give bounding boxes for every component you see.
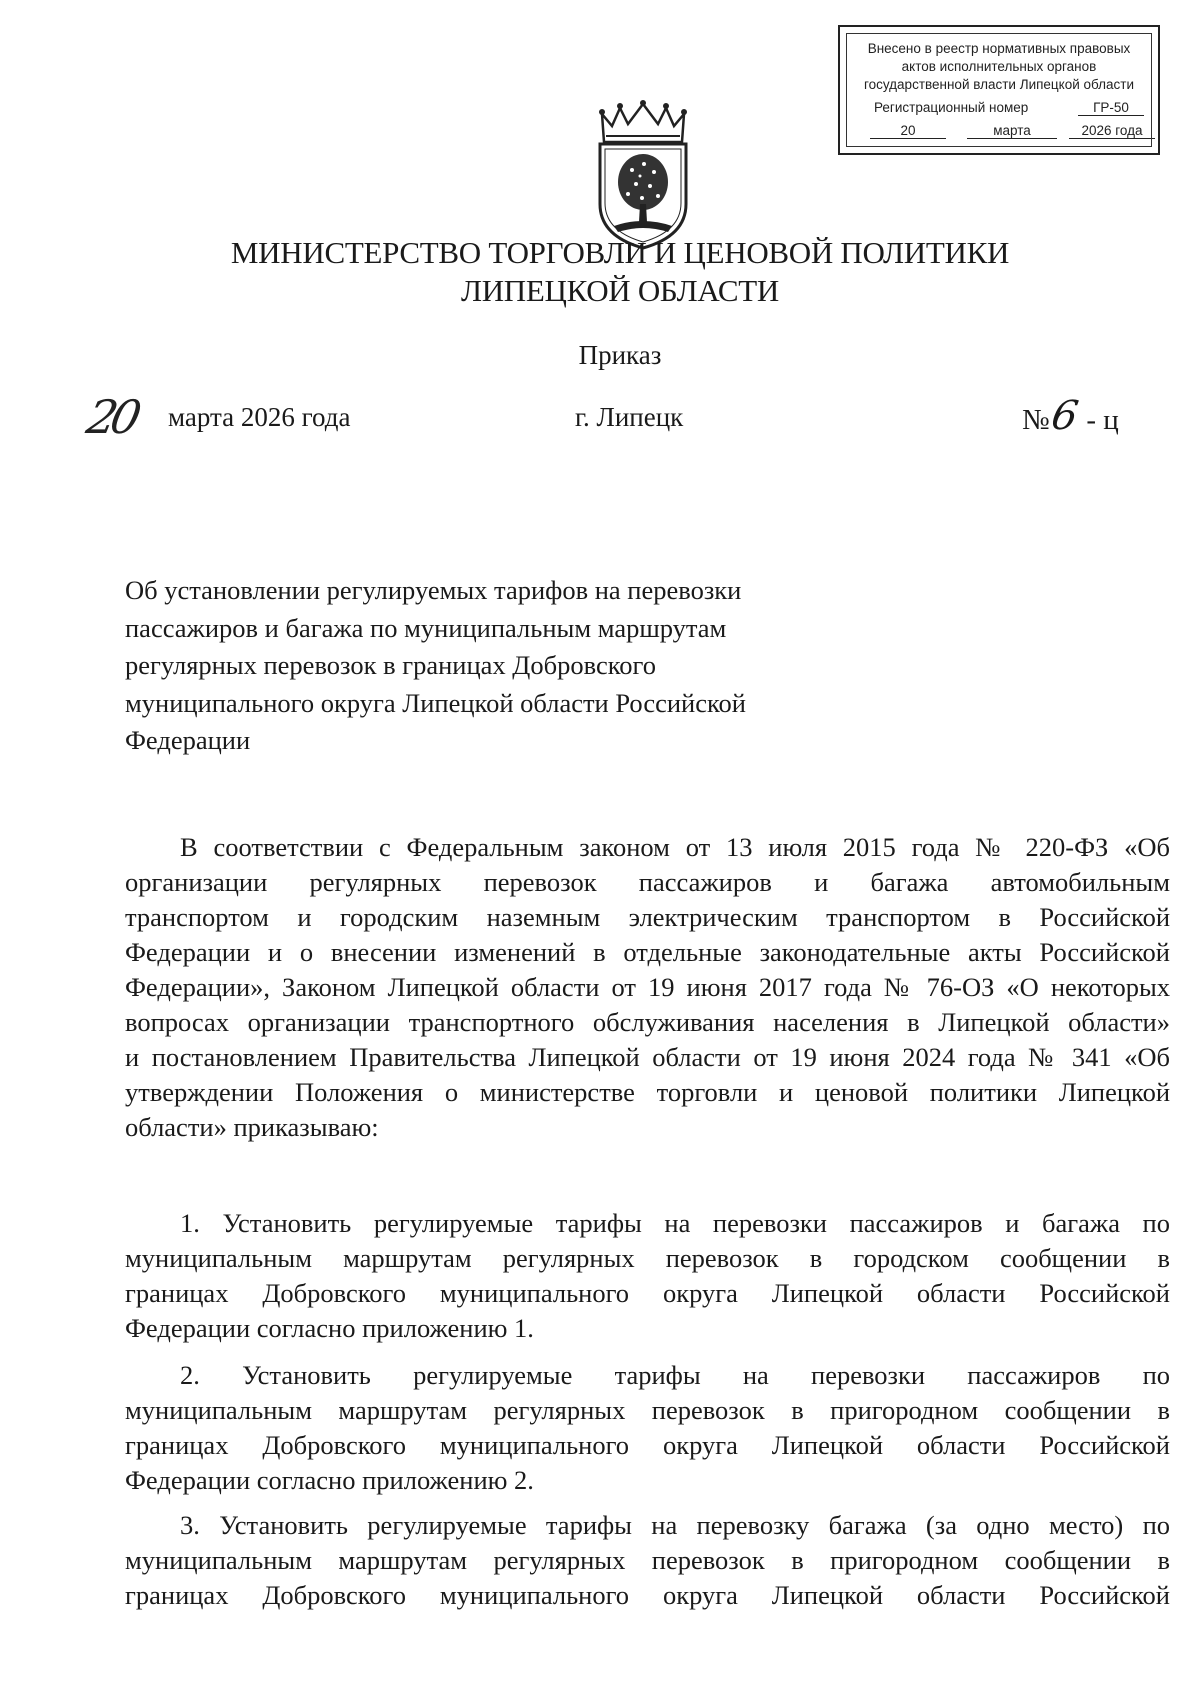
text-line: муниципальным маршрутам регулярных перевозок в пригородном сообщении в [125, 1395, 1170, 1425]
text-line: вопросах организации транспортного обслуживания населения в Липецкой области» [125, 1007, 1170, 1037]
text-line: границах Добровского муниципального округа Липецкой области Российской [125, 1278, 1170, 1308]
document-type: Приказ [578, 340, 662, 370]
number-prefix: № [1022, 404, 1050, 436]
item-1-paragraph [125, 1206, 1170, 1346]
subject-line: пассажиров и багажа по муниципальным маршрутам [125, 612, 727, 643]
item-3-paragraph [125, 1508, 1170, 1613]
text-line: В соответствии с Федеральным законом от 13 июля 2015 года № 220-ФЗ «Об [180, 832, 1170, 862]
text-line: 2. Установить регулируемые тарифы на перевозки пассажиров по [180, 1360, 1170, 1390]
handwritten-day: 20 [82, 390, 141, 444]
text-line: организации регулярных перевозок пассажиров и багажа автомобильным [125, 867, 1170, 897]
stamp-reg-label: Регистрационный номер [874, 100, 1029, 115]
coat-of-arms-icon [592, 100, 694, 250]
ministry-title-line-2: ЛИПЕЦКОЙ ОБЛАСТИ [460, 273, 780, 308]
order-date: марта 2026 года [168, 402, 351, 432]
stamp-month: марта [967, 123, 1057, 139]
text-line: 1. Установить регулируемые тарифы на перевозки пассажиров и багажа по [180, 1208, 1170, 1238]
text-line: и постановлением Правительства Липецкой области от 19 июня 2024 года № 341 «Об [125, 1042, 1170, 1072]
order-number [1022, 393, 1119, 439]
stamp-line-1: Внесено в реестр нормативных правовых [867, 41, 1131, 56]
text-line: муниципальным маршрутам регулярных перевозок в городском сообщении в [125, 1243, 1170, 1273]
subject-line: регулярных перевозок в границах Добровского [125, 650, 656, 680]
text-line: транспортом и городским наземным электрическим транспортом в Российской [125, 902, 1170, 932]
text-line: Федерации согласно приложению 1. [125, 1313, 534, 1343]
stamp-reg-number: ГР-50 [1078, 100, 1144, 116]
subject-line: муниципального округа Липецкой области Российской [125, 687, 746, 718]
stamp-year: 2026 года [1069, 123, 1155, 139]
subject-line: Об установлении регулируемых тарифов на перевозки [125, 575, 742, 605]
stamp-line-3: государственной власти Липецкой области [863, 77, 1135, 92]
text-line: области» приказываю: [125, 1112, 379, 1142]
text-line: границах Добровского муниципального округа Липецкой области Российской [125, 1430, 1170, 1460]
text-line: муниципальным маршрутам регулярных перевозок в пригородном сообщении в [125, 1545, 1170, 1575]
preamble-paragraph [125, 830, 1170, 1145]
ministry-title [0, 234, 1200, 310]
order-subject [125, 572, 825, 760]
text-line: утверждении Положения о министерстве торговли и ценовой политики Липецкой [125, 1077, 1170, 1107]
order-city: г. Липецк [575, 402, 684, 432]
text-line: Федерации и о внесении изменений в отдельные законодательные акты Российской [125, 937, 1170, 967]
handwritten-number: 6 [1047, 393, 1082, 439]
number-suffix: - ц [1086, 404, 1119, 436]
ministry-title-line-1: МИНИСТЕРСТВО ТОРГОВЛИ И ЦЕНОВОЙ ПОЛИТИКИ [230, 235, 1010, 270]
stamp-day: 20 [870, 123, 946, 139]
registration-stamp [838, 25, 1160, 155]
text-line: Федерации», Законом Липецкой области от 19 июня 2017 года № 76-ОЗ «О некоторых [125, 972, 1170, 1002]
text-line: 3. Установить регулируемые тарифы на перевозку багажа (за одно место) по [180, 1510, 1170, 1540]
subject-line: Федерации [125, 725, 251, 755]
item-2-paragraph [125, 1358, 1170, 1498]
text-line: границах Добровского муниципального округа Липецкой области Российской [125, 1580, 1170, 1610]
stamp-line-2: актов исполнительных органов [901, 59, 1097, 74]
text-line: Федерации согласно приложению 2. [125, 1465, 534, 1495]
